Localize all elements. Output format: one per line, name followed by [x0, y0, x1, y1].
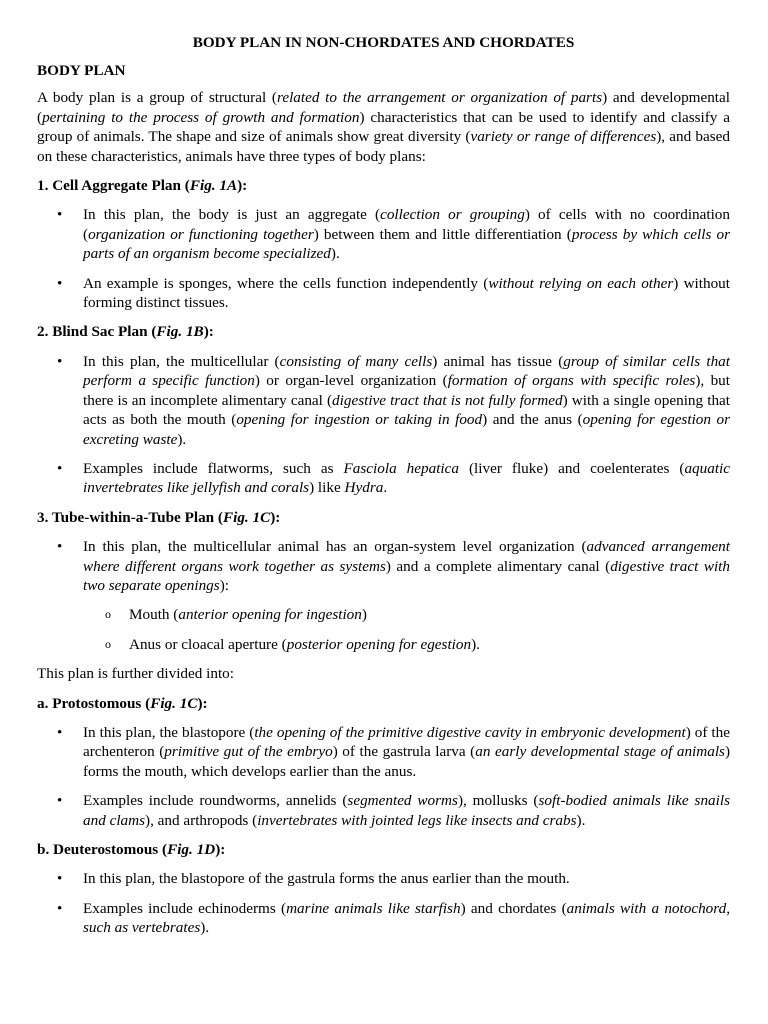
text-run: ) forms the mouth, which develops earlier than the anus.: [83, 743, 731, 780]
text-run: ).: [471, 635, 480, 653]
text-run: ):: [197, 694, 208, 712]
list-item: [37, 791, 730, 830]
text-run: b. Deuterostomous (: [37, 841, 168, 858]
italic-text-run: variety or range of differences: [470, 128, 657, 146]
text-run: ):: [203, 323, 214, 341]
opening-sublist: [37, 605, 730, 654]
text-run: Examples include roundworms, annelids (: [83, 792, 348, 810]
text-run: ): [361, 606, 367, 624]
text-run: A body plan is a group of structural (: [37, 89, 277, 107]
italic-text-run: organization or functioning together: [88, 225, 314, 243]
italic-text-run: marine animals like starfish: [286, 899, 461, 917]
italic-text-run: soft-bodied animals like snails and clams: [83, 792, 730, 829]
text-run: .: [383, 479, 388, 497]
list-item: [37, 537, 730, 595]
subplan-heading-protostomous: [37, 694, 730, 713]
text-run: Anus or cloacal aperture (: [129, 635, 287, 653]
text-run: In this plan, the multicellular (: [83, 352, 280, 370]
italic-text-run: digestive tract with two separate openings: [83, 557, 730, 594]
text-run: In this plan, the multicellular animal has an organ-system level organization (: [83, 538, 587, 556]
text-run: ) or organ-level organization (: [254, 372, 448, 390]
italic-text-run: Fasciola hepatica: [343, 459, 459, 477]
italic-text-run: advanced arrangement where different organs work together as systems: [83, 538, 730, 575]
plan-heading-blind-sac: [37, 322, 730, 341]
document-title: BODY PLAN IN NON-CHORDATES AND CHORDATES: [192, 34, 575, 51]
text-run: In this plan, the blastopore of the gastrula forms the anus earlier than the mouth.: [83, 870, 570, 888]
text-run: ) like: [309, 479, 345, 497]
text-run: An example is sponges, where the cells function independently (: [83, 274, 489, 292]
divided-text: This plan is further divided into:: [37, 665, 234, 683]
italic-text-run: posterior opening for egestion: [286, 635, 472, 653]
italic-text-run: pertaining to the process of growth and formation: [42, 108, 360, 126]
italic-text-run: Fig. 1D: [167, 841, 216, 858]
text-run: ) and the anus (: [482, 411, 583, 429]
text-run: ) of the gastrula larva (: [332, 743, 476, 761]
text-run: Examples include echinoderms (: [83, 899, 287, 917]
text-run: ) of the archenteron (: [83, 723, 730, 761]
text-run: a. Protostomous (: [37, 694, 151, 712]
text-run: ) without forming distinct tissues.: [83, 274, 730, 312]
text-run: ):: [270, 508, 281, 526]
italic-text-run: Fig. 1C: [222, 508, 271, 526]
text-run: ):: [215, 841, 226, 858]
text-run: 2. Blind Sac Plan (: [37, 323, 157, 341]
subplan-heading-deuterostomous: [37, 840, 730, 859]
text-run: Mouth (: [129, 606, 179, 624]
text-run: ), and arthropods (: [145, 811, 258, 829]
italic-text-run: digestive tract that is not fully formed: [332, 391, 563, 409]
italic-text-run: primitive gut of the embryo: [164, 743, 333, 761]
list-item: [37, 205, 730, 263]
italic-text-run: consisting of many cells: [279, 352, 433, 370]
subplan-bullets-protostomous: [37, 723, 730, 830]
list-item: [37, 459, 730, 498]
text-run: ) characteristics that can be used to identify and classify a group of animals. The shape and size of animals show great diversity (: [37, 108, 730, 146]
text-run: 3. Tube-within-a-Tube Plan (: [37, 508, 223, 526]
text-run: In this plan, the blastopore (: [83, 723, 255, 741]
text-run: ) and developmental (: [37, 89, 730, 126]
list-item: [37, 869, 730, 888]
italic-text-run: Fig. 1A: [189, 177, 238, 195]
text-run: ).: [177, 430, 187, 448]
italic-text-run: Hydra: [344, 479, 384, 497]
section-heading: BODY PLAN: [37, 62, 126, 79]
italic-text-run: opening for egestion or excreting waste: [83, 411, 731, 448]
plan-bullets-tube-within-tube: [37, 537, 730, 595]
text-run: ), and based on these characteristics, animals have three types of body plans:: [37, 128, 731, 165]
italic-text-run: collection or grouping: [380, 206, 525, 224]
italic-text-run: an early developmental stage of animals: [475, 743, 725, 761]
text-run: (liver fluke) and coelenterates (: [458, 459, 685, 477]
text-run: ) with a single opening that acts as both the mouth (: [83, 391, 731, 429]
italic-text-run: formation of organs with specific roles: [447, 372, 696, 390]
sub-list-item: [37, 635, 730, 654]
intro-paragraph: [37, 88, 730, 166]
list-item: [37, 723, 730, 781]
plan-bullets-blind-sac: [37, 352, 730, 498]
text-run: ):: [219, 576, 229, 594]
text-run: ) of cells with no coordination (: [83, 206, 730, 243]
italic-text-run: process by which cells or parts of an organism become specialized: [83, 225, 731, 263]
text-run: ) and a complete alimentary canal (: [385, 557, 611, 575]
italic-text-run: related to the arrangement or organization of parts: [276, 89, 603, 107]
text-run: Examples include flatworms, such as: [83, 459, 344, 477]
italic-text-run: without relying on each other: [488, 274, 674, 292]
italic-text-run: aquatic invertebrates like jellyfish and corals: [83, 459, 730, 497]
italic-text-run: Fig. 1B: [156, 323, 204, 341]
text-run: ).: [576, 811, 586, 829]
italic-text-run: group of similar cells that perform a specific function: [83, 352, 730, 390]
italic-text-run: anterior opening for ingestion: [178, 606, 362, 624]
text-run: In this plan, the body is just an aggregate (: [83, 206, 381, 224]
sub-list-item: [37, 605, 730, 624]
italic-text-run: Fig. 1C: [150, 694, 198, 712]
plan-heading-cell-aggregate: [37, 176, 730, 195]
text-run: ) animal has tissue (: [432, 352, 564, 370]
text-run: ) and chordates (: [460, 899, 567, 917]
text-run: ) between them and little differentiation (: [313, 225, 572, 243]
list-item: [37, 274, 730, 313]
text-run: ).: [330, 245, 340, 263]
list-item: [37, 352, 730, 449]
italic-text-run: opening for ingestion or taking in food: [236, 411, 483, 429]
text-run: 1. Cell Aggregate Plan (: [37, 177, 190, 195]
text-run: ).: [200, 919, 210, 937]
text-run: ), but there is an incomplete alimentary canal (: [83, 372, 730, 409]
text-run: ):: [237, 177, 248, 195]
italic-text-run: the opening of the primitive digestive cavity in embryonic development: [254, 723, 686, 741]
list-item: [37, 899, 730, 938]
plan-heading-tube-within-tube: [37, 508, 730, 527]
italic-text-run: invertebrates with jointed legs like insects and crabs: [257, 811, 577, 829]
italic-text-run: animals with a notochord, such as vertebrates: [83, 899, 730, 937]
italic-text-run: segmented worms: [347, 792, 458, 810]
plan-bullets-cell-aggregate: [37, 205, 730, 312]
subplan-bullets-deuterostomous: [37, 869, 730, 937]
text-run: ), mollusks (: [457, 792, 539, 810]
